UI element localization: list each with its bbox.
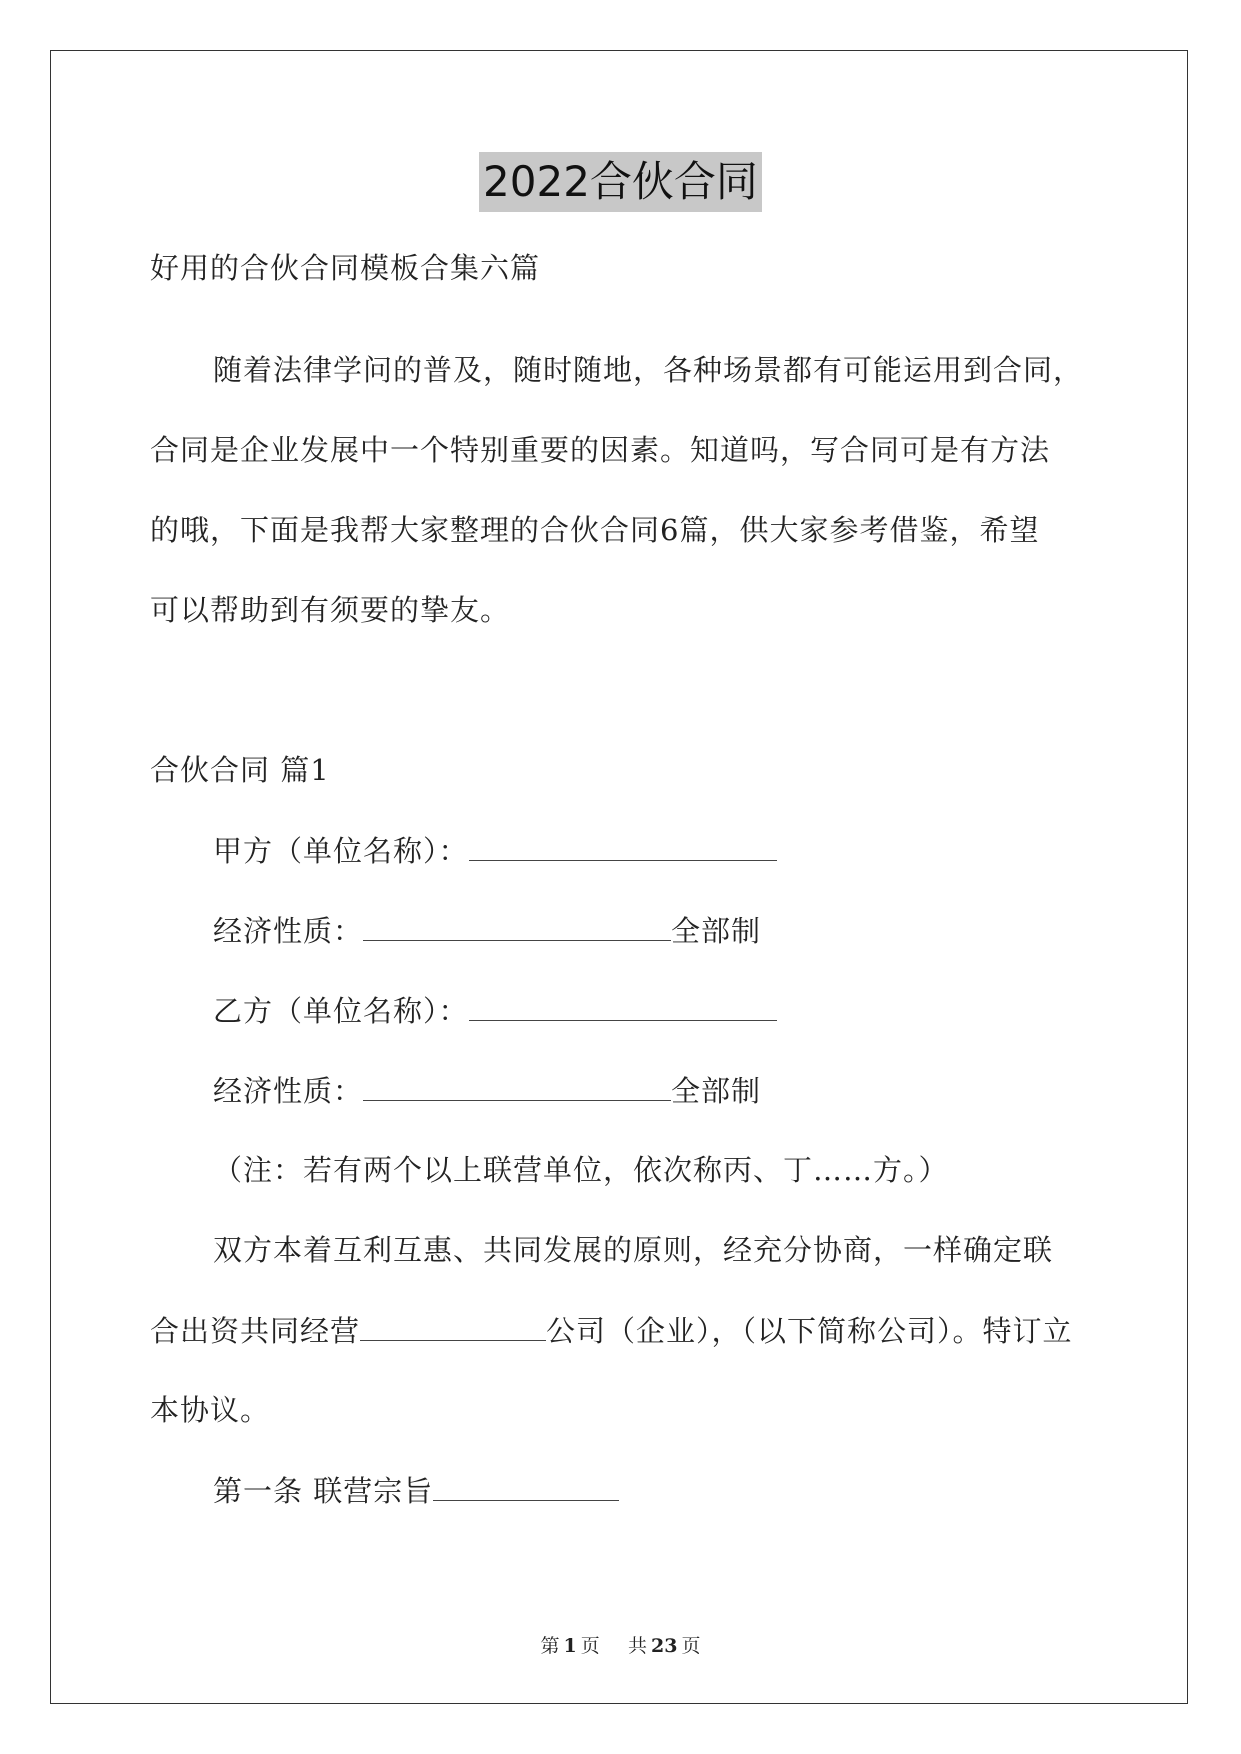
econ-nature-a-label: 经济性质： (213, 914, 364, 948)
intro-line-1: 随着法律学问的普及，随时随地，各种场景都有可能运用到合同， (213, 353, 1084, 387)
footer-page-number: 1 (563, 1635, 577, 1657)
footer-total-suffix: 页 (681, 1635, 701, 1657)
intro-line-2: 合同是企业发展中一个特别重要的因素。知道吗，写合同可是有方法 (150, 433, 1051, 467)
article-1-label: 第一条 联营宗旨 (213, 1474, 434, 1508)
party-b-row (213, 990, 777, 1031)
page-footer (0, 1632, 1241, 1660)
ownership-a-text: 全部制 (671, 914, 762, 948)
section-heading: 合伙合同 篇1 (150, 753, 330, 787)
footer-total-pages: 23 (650, 1635, 678, 1657)
agreement-line-1: 双方本着互利互惠、共同发展的原则，经充分协商，一样确定联 (213, 1233, 1054, 1267)
title-container (0, 152, 1241, 212)
party-b-blank (469, 990, 777, 1021)
econ-nature-a-row (213, 910, 761, 951)
econ-nature-a-blank (363, 910, 671, 941)
footer-page-suffix: 页 (580, 1635, 600, 1657)
company-name-blank (360, 1310, 546, 1341)
page-border (50, 50, 1188, 1704)
footer-total-prefix: 共 (627, 1635, 647, 1657)
document-subtitle: 好用的合伙合同模板合集六篇 (150, 251, 541, 285)
intro-line-4: 可以帮助到有须要的挚友。 (150, 593, 511, 627)
intro-line-3: 的哦，下面是我帮大家整理的合伙合同6篇，供大家参考借鉴，希望 (150, 513, 1040, 547)
footer-page-prefix: 第 (540, 1635, 560, 1657)
agreement-line-3: 本协议。 (150, 1393, 271, 1427)
party-a-row (213, 830, 777, 871)
econ-nature-b-label: 经济性质： (213, 1074, 364, 1108)
article-1-blank (433, 1470, 619, 1501)
agreement-line-2-pre: 合出资共同经营 (150, 1314, 361, 1348)
ownership-b-text: 全部制 (671, 1074, 762, 1108)
party-a-blank (469, 830, 777, 861)
note-text: （注：若有两个以上联营单位，依次称丙、丁……方。） (213, 1153, 949, 1187)
econ-nature-b-blank (363, 1070, 671, 1101)
agreement-line-2 (150, 1310, 1073, 1351)
party-a-label: 甲方（单位名称）： (213, 834, 469, 868)
party-b-label: 乙方（单位名称）： (213, 994, 469, 1028)
econ-nature-b-row (213, 1070, 761, 1111)
agreement-line-2-post: 公司（企业），（以下简称公司）。特订立 (546, 1314, 1073, 1348)
article-1-row (213, 1470, 619, 1511)
document-title: 2022合伙合同 (479, 152, 762, 212)
